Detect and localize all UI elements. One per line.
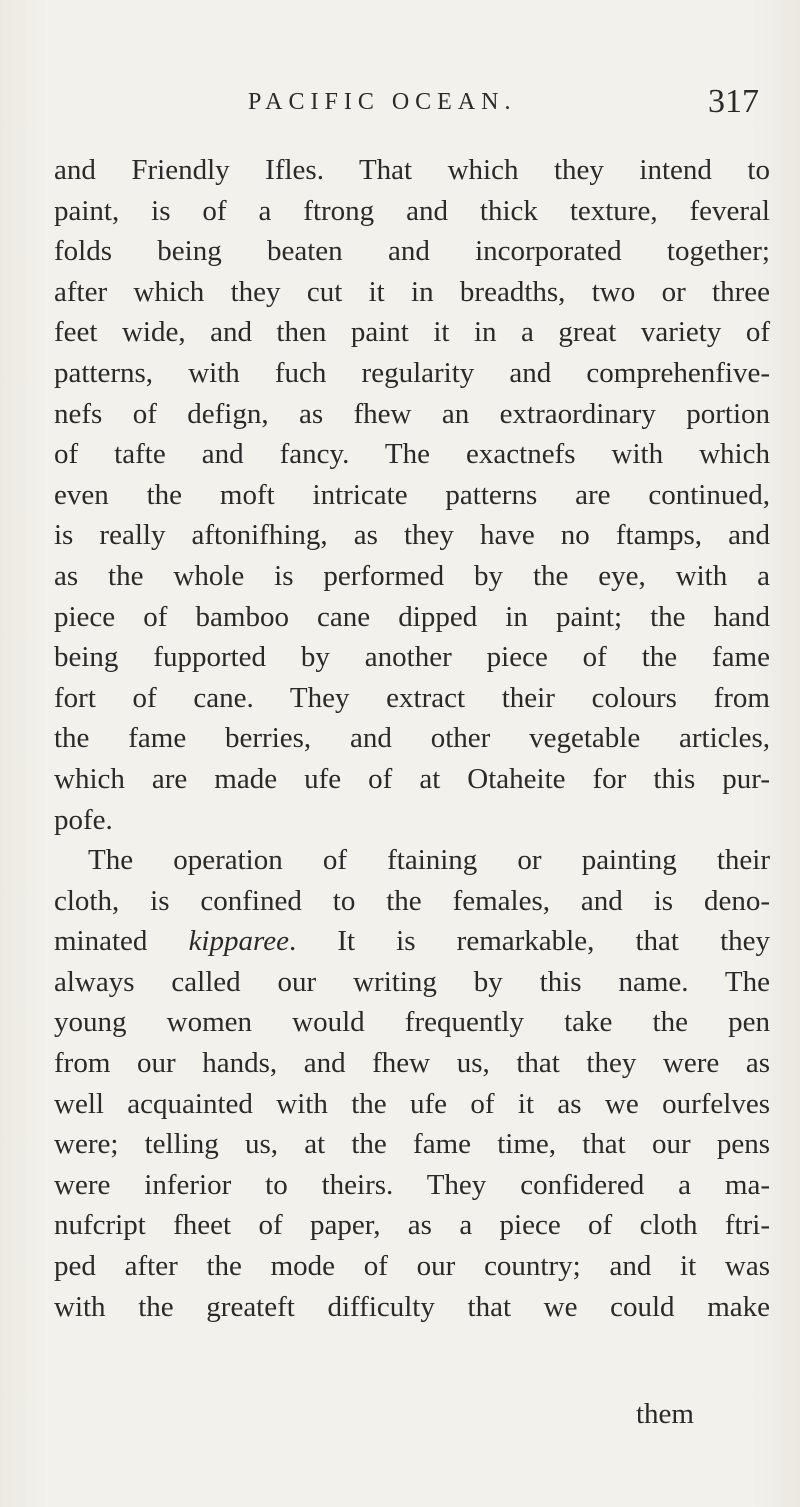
text-line: which are made ufe of at Otaheite for this pur- xyxy=(54,762,770,795)
text-fragment: minated xyxy=(54,925,148,958)
page-number: 317 xyxy=(708,83,759,120)
text-line: young women would frequently take the pen xyxy=(54,1006,770,1039)
text-line: folds being beaten and incorporated together; xyxy=(54,235,770,268)
text-line: the fame berries, and other vegetable articles, xyxy=(54,722,770,755)
text-line: is really aftonifhing, as they have no ftamps, and xyxy=(54,519,770,552)
text-line: nufcript fheet of paper, as a piece of cloth ftri- xyxy=(54,1209,770,1242)
text-line: The operation of ftaining or painting their xyxy=(88,844,770,877)
text-line: well acquainted with the ufe of it as we ourfelves xyxy=(54,1087,770,1120)
text-line: patterns, with fuch regularity and comprehenfive- xyxy=(54,356,770,389)
text-line: and Friendly Ifles. That which they intend to xyxy=(54,154,770,186)
text-line: were; telling us, at the fame time, that our pens xyxy=(54,1128,770,1161)
text-line: were inferior to theirs. They confidered a ma- xyxy=(54,1168,770,1201)
text-line: paint, is of a ftrong and thick texture, feveral xyxy=(54,194,770,227)
text-line: being fupported by another piece of the fame xyxy=(54,641,770,674)
text-line: with the greateft difficulty that we could make xyxy=(54,1290,770,1323)
text-line: pofe. xyxy=(54,803,113,836)
body-text xyxy=(54,150,770,1327)
catchword: them xyxy=(636,1398,694,1430)
paragraph-1 xyxy=(54,150,770,840)
text-line: piece of bamboo cane dipped in paint; the hand xyxy=(54,600,770,633)
text-line: nefs of defign, as fhew an extraordinary portion xyxy=(54,397,770,430)
paragraph-2 xyxy=(54,840,770,1327)
italic-term: kipparee xyxy=(188,925,289,958)
text-line: as the whole is performed by the eye, with a xyxy=(54,559,770,592)
text-line-with-term xyxy=(54,921,770,962)
text-line: after which they cut it in breadths, two or three xyxy=(54,275,770,308)
text-line: of tafte and fancy. The exactnefs with which xyxy=(54,438,770,471)
text-line: always called our writing by this name. The xyxy=(54,965,770,998)
text-line: feet wide, and then paint it in a great variety of xyxy=(54,316,770,349)
text-line: ped after the mode of our country; and it was xyxy=(54,1250,770,1283)
text-line: cloth, is confined to the females, and is deno- xyxy=(54,884,770,917)
running-head xyxy=(0,82,800,122)
text-line: fort of cane. They extract their colours from xyxy=(54,681,770,714)
text-line: even the moft intricate patterns are continued, xyxy=(54,478,770,511)
text-line: from our hands, and fhew us, that they were as xyxy=(54,1047,770,1080)
running-head-title: PACIFIC OCEAN. xyxy=(248,89,517,115)
text-fragment: . It is remarkable, that they xyxy=(288,925,771,958)
